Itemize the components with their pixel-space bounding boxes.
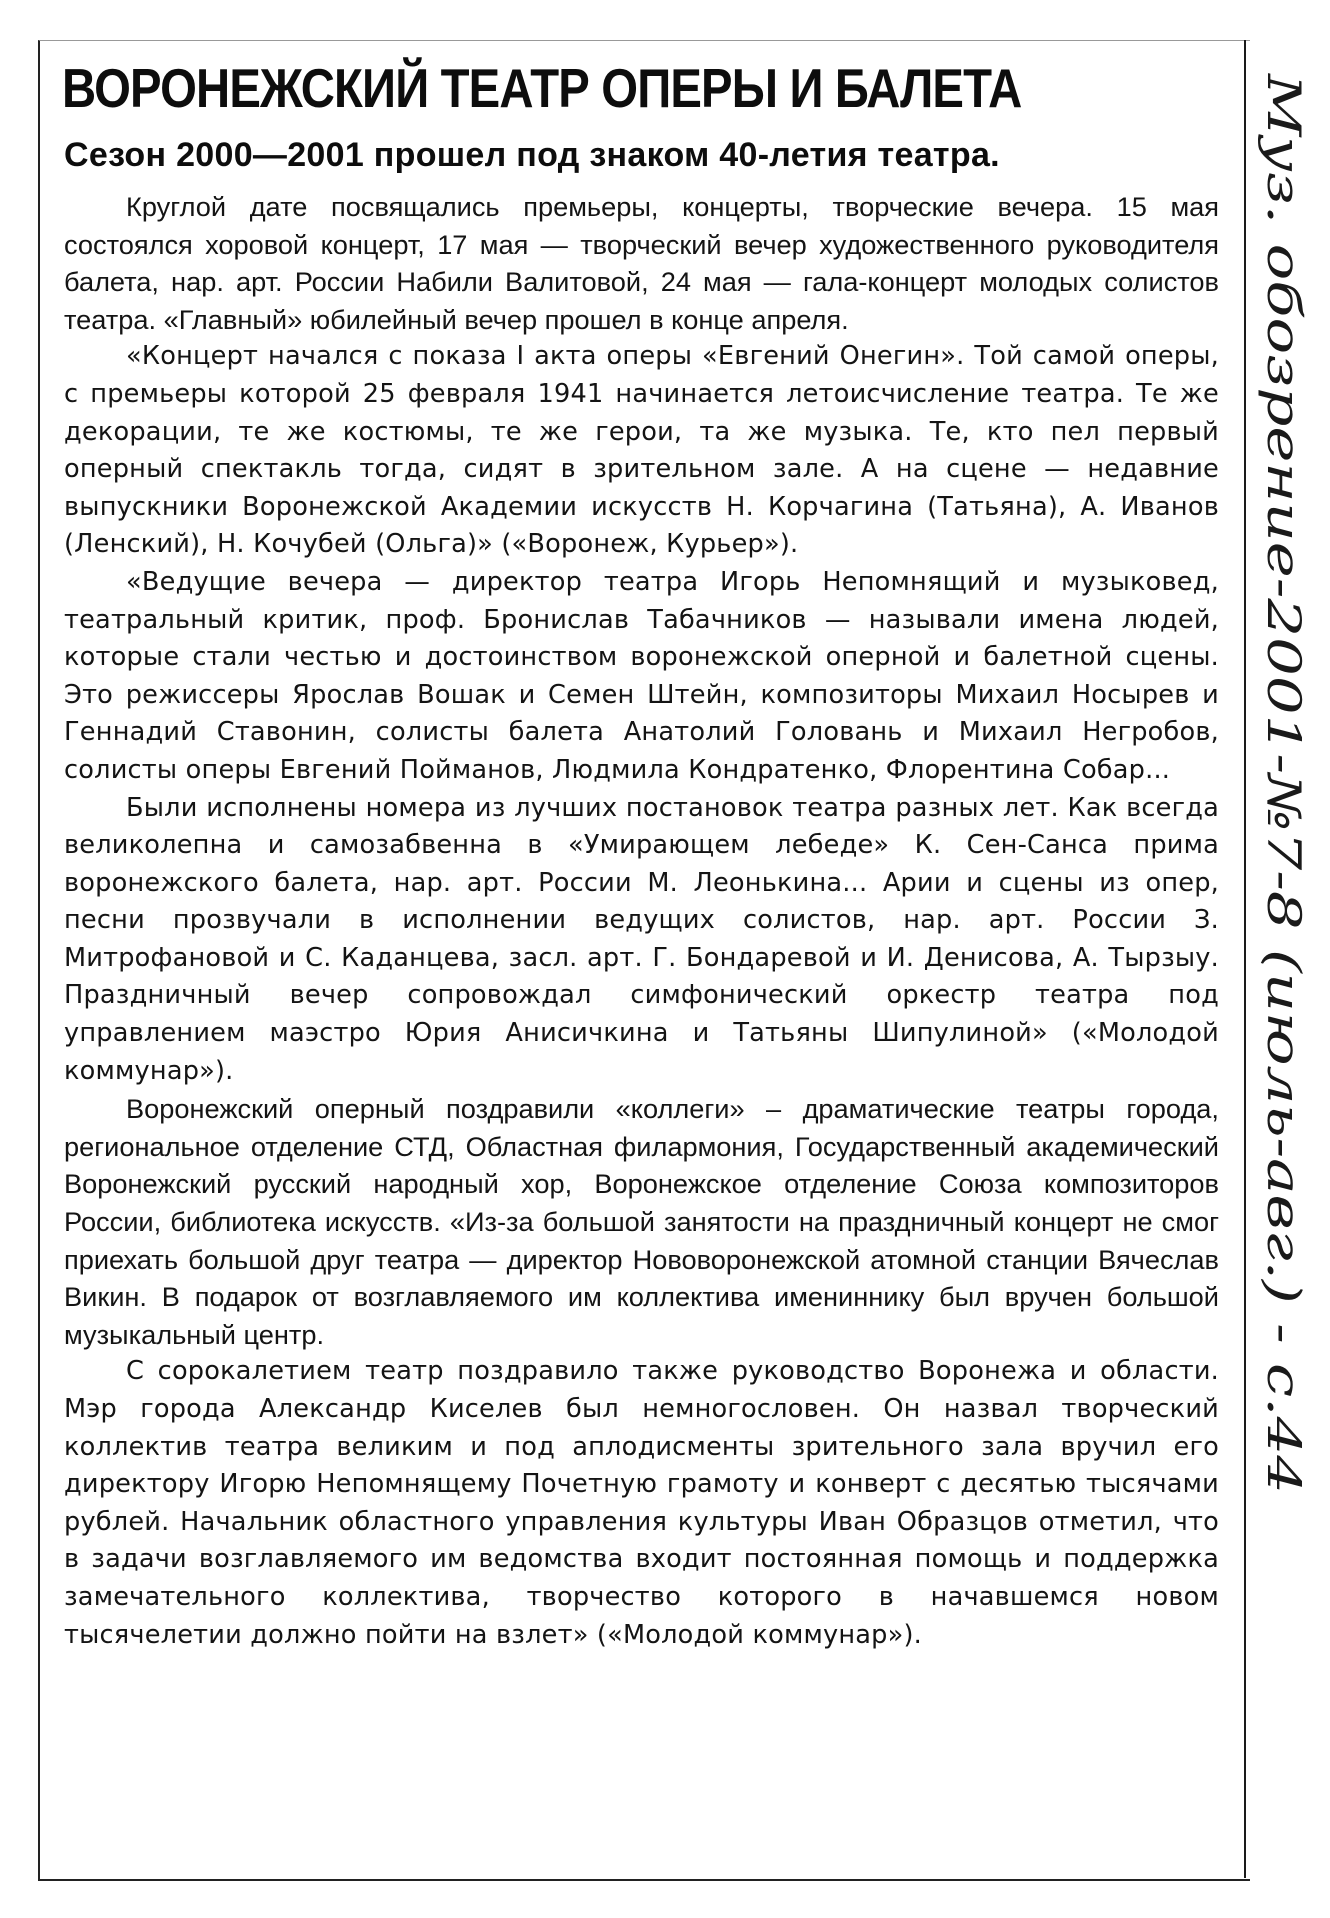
article-body [64, 188, 1219, 1654]
handwritten-citation: Муз. обозрение-2001-№7-8 (июль-авг.) - с.44 [1257, 74, 1311, 1147]
paragraph-5: Воронежский оперный поздравили «коллеги» – драматические театры города, региональное отделение СТД, Областная филармония, Государственный академический Воронежский русский народный хор, Воронежское отделение Союза композиторов России, библиотека искусств. «Из-за большой занятости на праздничный концерт не смог приехать большой друг театра — директор Нововоронежской атомной станции Вячеслав Викин. В подарок от возглавляемого им коллектива имениннику был вручен большой музыкальный центр. [64, 1093, 1219, 1350]
paragraph-3: «Ведущие вечера — директор театра Игорь Непомнящий и музыковед, театральный критик, проф. Бронислав Табачников — называли имена людей, которые стали честью и достоинством воронежской оперной и балетной сцены. Это режиссеры Ярослав Вошак и Семен Штейн, композиторы Михаил Носырев и Геннадий Ставонин, солисты балета Анатолий Головань и Михаил Негробов, солисты оперы Евгений Пойманов, Людмила Кондратенко, Флорентина Собар... [64, 566, 1219, 785]
scan-edge-line [1244, 40, 1246, 1878]
paragraph-6: С сорокалетием театр поздравило также руководство Воронежа и области. Мэр города Александр Киселев был немногословен. Он назвал творческий коллектив театра великим и под аплодисменты зрительного зала вручил его директору Игорю Непомнящему Почетную грамоту и конверт с десятью тысячами рублей. Начальник областного управления культуры Иван Образцов отметил, что в задачи возглавляемого им ведомства входит постоянная помощь и поддержка замечательного коллектива, творчество которого в начавшемся новом тысячелетии должно пойти на взлет» («Молодой коммунар»). [64, 1356, 1219, 1650]
paragraph-1: Круглой дате посвящались премьеры, концерты, творческие вечера. 15 мая состоялся хоровой концерт, 17 мая — творческий вечер художественного руководителя балета, нар. арт. России Набили Валитовой, 24 мая — гала-концерт молодых солистов театра. «Главный» юбилейный вечер прошел в конце апреля. [64, 191, 1219, 335]
subheadline: Сезон 2000—2001 прошел под знаком 40-летия театра. [64, 136, 1000, 174]
paragraph-4: Были исполнены номера из лучших постановок театра разных лет. Как всегда великолепна и самозабвенна в «Умирающем лебеде» К. Сен-Санса прима воронежского балета, нар. арт. России М. Леонькина... Арии и сцены из опер, песни прозвучали в исполнении ведущих солистов, нар. арт. России З. Митрофановой и С. Каданцева, засл. арт. Г. Бондаревой и И. Денисова, А. Тырзыу. Праздничный вечер сопровождал симфонический оркестр театра под управлением маэстро Юрия Анисичкина и Татьяны Шипулиной» («Молодой коммунар»). [64, 792, 1219, 1086]
paragraph-2: «Концерт начался с показа I акта оперы «Евгений Онегин». Той самой оперы, с премьеры которой 25 февраля 1941 начинается летоисчисление театра. Те же декорации, те же костюмы, те же герои, та же музыка. Те, кто пел первый оперный спектакль тогда, сидят в зрительном зале. А на сцене — недавние выпускники Воронежской Академии искусств Н. Корчагина (Татьяна), А. Иванов (Ленский), Н. Кочубей (Ольга)» («Воронеж, Курьер»). [64, 341, 1219, 560]
handwritten-margin-note [1252, 70, 1318, 1510]
headline: ВОРОНЕЖСКИЙ ТЕАТР ОПЕРЫ И БАЛЕТА [62, 57, 1022, 119]
